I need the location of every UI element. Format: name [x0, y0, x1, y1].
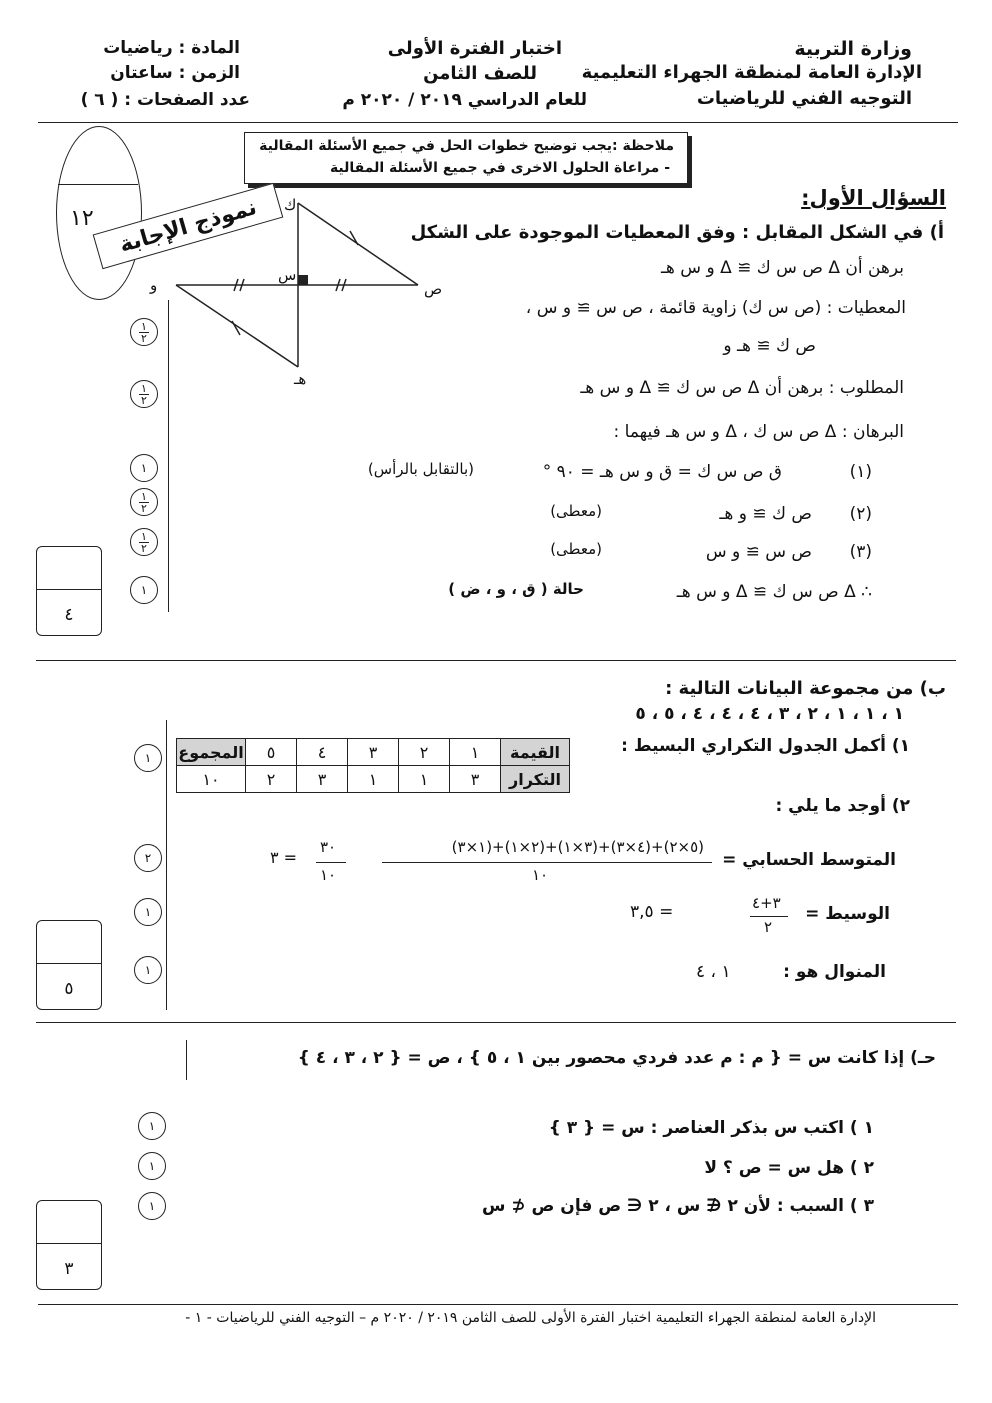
mean-numerator: (١×٣)+(٢×١)+(٣×١)+(٤×٣)+(٥×٢)	[451, 838, 704, 856]
margin-line-c	[186, 1040, 187, 1080]
proof-step-3: ص س ≅ و س	[705, 542, 812, 562]
part-b-task-1: ١) أكمل الجدول التكراري البسيط :	[621, 736, 910, 756]
part-a-givens-2: ص ك ≅ هـ و	[723, 336, 816, 356]
mean-denominator: ١٠	[532, 866, 549, 884]
table-value-5: ٥	[246, 739, 297, 766]
proof-step-1-reason: (بالتقابل بالرأس)	[367, 460, 474, 478]
proof-step-1: ق ص س ك = ق و س هـ = ٩٠ °	[542, 462, 782, 482]
segment-w-h	[176, 285, 298, 367]
page-count: عدد الصفحات : ( ٦ )	[80, 90, 250, 110]
table-freq-1: ٣	[450, 766, 501, 793]
proof-step-3-reason: (معطى)	[550, 540, 602, 558]
mark-b-2: ٢	[134, 844, 162, 872]
part-a-givens-1: المعطيات : (ص س ك) زاوية قائمة ، ص س ≅ و س ،	[525, 298, 906, 318]
mark-a-4: $\frac{١}{٢}$	[130, 488, 158, 516]
margin-line-a	[168, 300, 169, 612]
mean-label: المتوسط الحسابي =	[722, 850, 896, 870]
table-freq-total: ١٠	[177, 766, 246, 793]
mark-c-3: ١	[138, 1192, 166, 1220]
median-result: = ٣,٥	[630, 902, 674, 922]
figure-label-h: هـ	[294, 370, 307, 388]
mark-a-1: $\frac{١}{٢}$	[130, 318, 158, 346]
mark-b-1: ١	[134, 744, 162, 772]
exam-title: اختبار الفترة الأولى	[387, 38, 562, 59]
right-angle-mark	[298, 275, 308, 285]
total-score-circle	[56, 126, 142, 300]
table-header-value: القيمة	[501, 739, 570, 766]
table-row-freqs	[177, 766, 570, 793]
table-header-freq: التكرار	[501, 766, 570, 793]
proof-conclusion: ∴ Δ ص س ك ≅ Δ و س هـ	[676, 582, 872, 602]
question-1-title: السؤال الأول:	[801, 186, 946, 210]
score-c: ٣	[64, 1259, 74, 1279]
table-freq-5: ٢	[246, 766, 297, 793]
note-line-1: ملاحظة :يجب توضيح خطوات الحل في جميع الأسئلة المقالية	[259, 138, 674, 154]
figure-label-k: ك	[284, 196, 297, 214]
grade: للصف الثامن	[423, 63, 537, 84]
margin-line-b	[166, 720, 167, 1010]
tick-k-sad	[350, 231, 358, 245]
proof-case: حالة ( ق ، و ، ض )	[448, 580, 584, 598]
mark-a-2: $\frac{١}{٢}$	[130, 380, 158, 408]
score-a: ٤	[64, 605, 74, 625]
proof-step-2: ص ك ≅ و هـ	[719, 504, 812, 524]
table-value-3: ٣	[348, 739, 399, 766]
table-value-4: ٤	[297, 739, 348, 766]
table-freq-4: ٣	[297, 766, 348, 793]
district: الإدارة العامة لمنطقة الجهراء التعليمية	[581, 62, 922, 83]
section-divider-a	[36, 660, 956, 661]
mark-b-4: ١	[134, 956, 162, 984]
total-score-divider	[58, 184, 138, 185]
score-box-a	[36, 546, 102, 636]
footer-divider	[38, 1304, 958, 1305]
page-footer: الإدارة العامة لمنطقة الجهراء التعليمية اختبار الفترة الأولى للصف الثامن ٢٠١٩ / ٢٠٢٠ م – التوجيه الفني للرياضيات - ١ -	[185, 1310, 876, 1326]
proof-step-2-num: (٢)	[849, 504, 872, 524]
mark-c-2: ١	[138, 1152, 166, 1180]
mark-a-5: $\frac{١}{٢}$	[130, 528, 158, 556]
frequency-table	[176, 738, 570, 793]
figure-label-s: س	[278, 266, 297, 284]
part-a-prompt: أ) في الشكل المقابل : وفق المعطيات الموجودة على الشكل	[410, 222, 944, 243]
mark-a-6: ١	[130, 576, 158, 604]
score-box-b	[36, 920, 102, 1010]
score-box-c	[36, 1200, 102, 1290]
mean-result: = ٣	[270, 848, 298, 867]
proof-step-1-num: (١)	[849, 462, 872, 482]
median-num: ٣+٤	[752, 894, 781, 912]
answer-key-stamp-text: نموذج الإجابة	[116, 194, 260, 258]
figure-label-w: و	[150, 276, 158, 294]
mean-fraction-bar	[382, 862, 712, 863]
mode-label: المنوال هو :	[783, 962, 886, 982]
proof-step-3-num: (٣)	[849, 542, 872, 562]
figure-label-sad: ص	[424, 280, 443, 298]
table-header-total: المجموع	[177, 739, 246, 766]
part-a-proof-intro: البرهان : Δ ص س ك ، Δ و س هـ فيهما :	[613, 422, 904, 442]
table-freq-2: ١	[399, 766, 450, 793]
section-divider-b	[36, 1022, 956, 1023]
part-c-item-2: ٢ ) هل س = ص ؟ لا	[704, 1158, 874, 1178]
table-row-values	[177, 739, 570, 766]
part-a-required: المطلوب : برهن أن Δ ص س ك ≅ Δ و س هـ	[580, 378, 904, 398]
mark-a-3: ١	[130, 454, 158, 482]
mark-c-1: ١	[138, 1112, 166, 1140]
note-line-2: - مراعاة الحلول الاخرى في جميع الأسئلة المقالية	[329, 160, 670, 176]
triangle-figure	[140, 195, 460, 385]
mean-fraction-den: ١٠	[320, 866, 337, 884]
part-c-prompt: حـ) إذا كانت س = { م : م عدد فردي محصور بين ١ ، ٥ } ، ص = { ٢ ، ٣ ، ٤ }	[297, 1048, 936, 1068]
exam-time: الزمن : ساعتان	[110, 63, 240, 83]
total-score: ١٢	[70, 206, 94, 231]
department: التوجيه الفني للرياضيات	[696, 88, 912, 109]
proof-step-2-reason: (معطى)	[550, 502, 602, 520]
academic-year: للعام الدراسي ٢٠١٩ / ٢٠٢٠ م	[342, 90, 587, 110]
mark-b-3: ١	[134, 898, 162, 926]
part-b-prompt: ب) من مجموعة البيانات التالية :	[665, 678, 946, 699]
median-fraction-bar	[750, 916, 788, 917]
part-b-data: ١ ، ١ ، ١ ، ٢ ، ٣ ، ٤ ، ٤ ، ٤ ، ٥ ، ٥	[635, 704, 904, 724]
mean-fraction-bar-2	[316, 862, 346, 863]
score-b: ٥	[64, 979, 74, 999]
part-c-item-1: ١ ) اكتب س بذكر العناصر : س = { ٣ }	[548, 1118, 874, 1138]
ministry: وزارة التربية	[794, 38, 912, 60]
mode-value: ١ ، ٤	[696, 962, 731, 982]
median-label: الوسيط =	[805, 904, 890, 924]
header-divider	[38, 122, 958, 123]
table-freq-3: ١	[348, 766, 399, 793]
part-a-prove: برهن أن Δ ص س ك ≅ Δ و س هـ	[660, 258, 904, 278]
subject: المادة : رياضيات	[103, 38, 240, 58]
part-b-task-2: ٢) أوجد ما يلي :	[775, 796, 910, 816]
mean-fraction-num: ٣٠	[320, 838, 337, 856]
median-den: ٢	[764, 918, 773, 936]
part-c-item-3: ٣ ) السبب : لأن ٢ ∉ س ، ٢ ∈ ص فإن ص ⊄ س	[481, 1196, 874, 1216]
table-value-1: ١	[450, 739, 501, 766]
table-value-2: ٢	[399, 739, 450, 766]
